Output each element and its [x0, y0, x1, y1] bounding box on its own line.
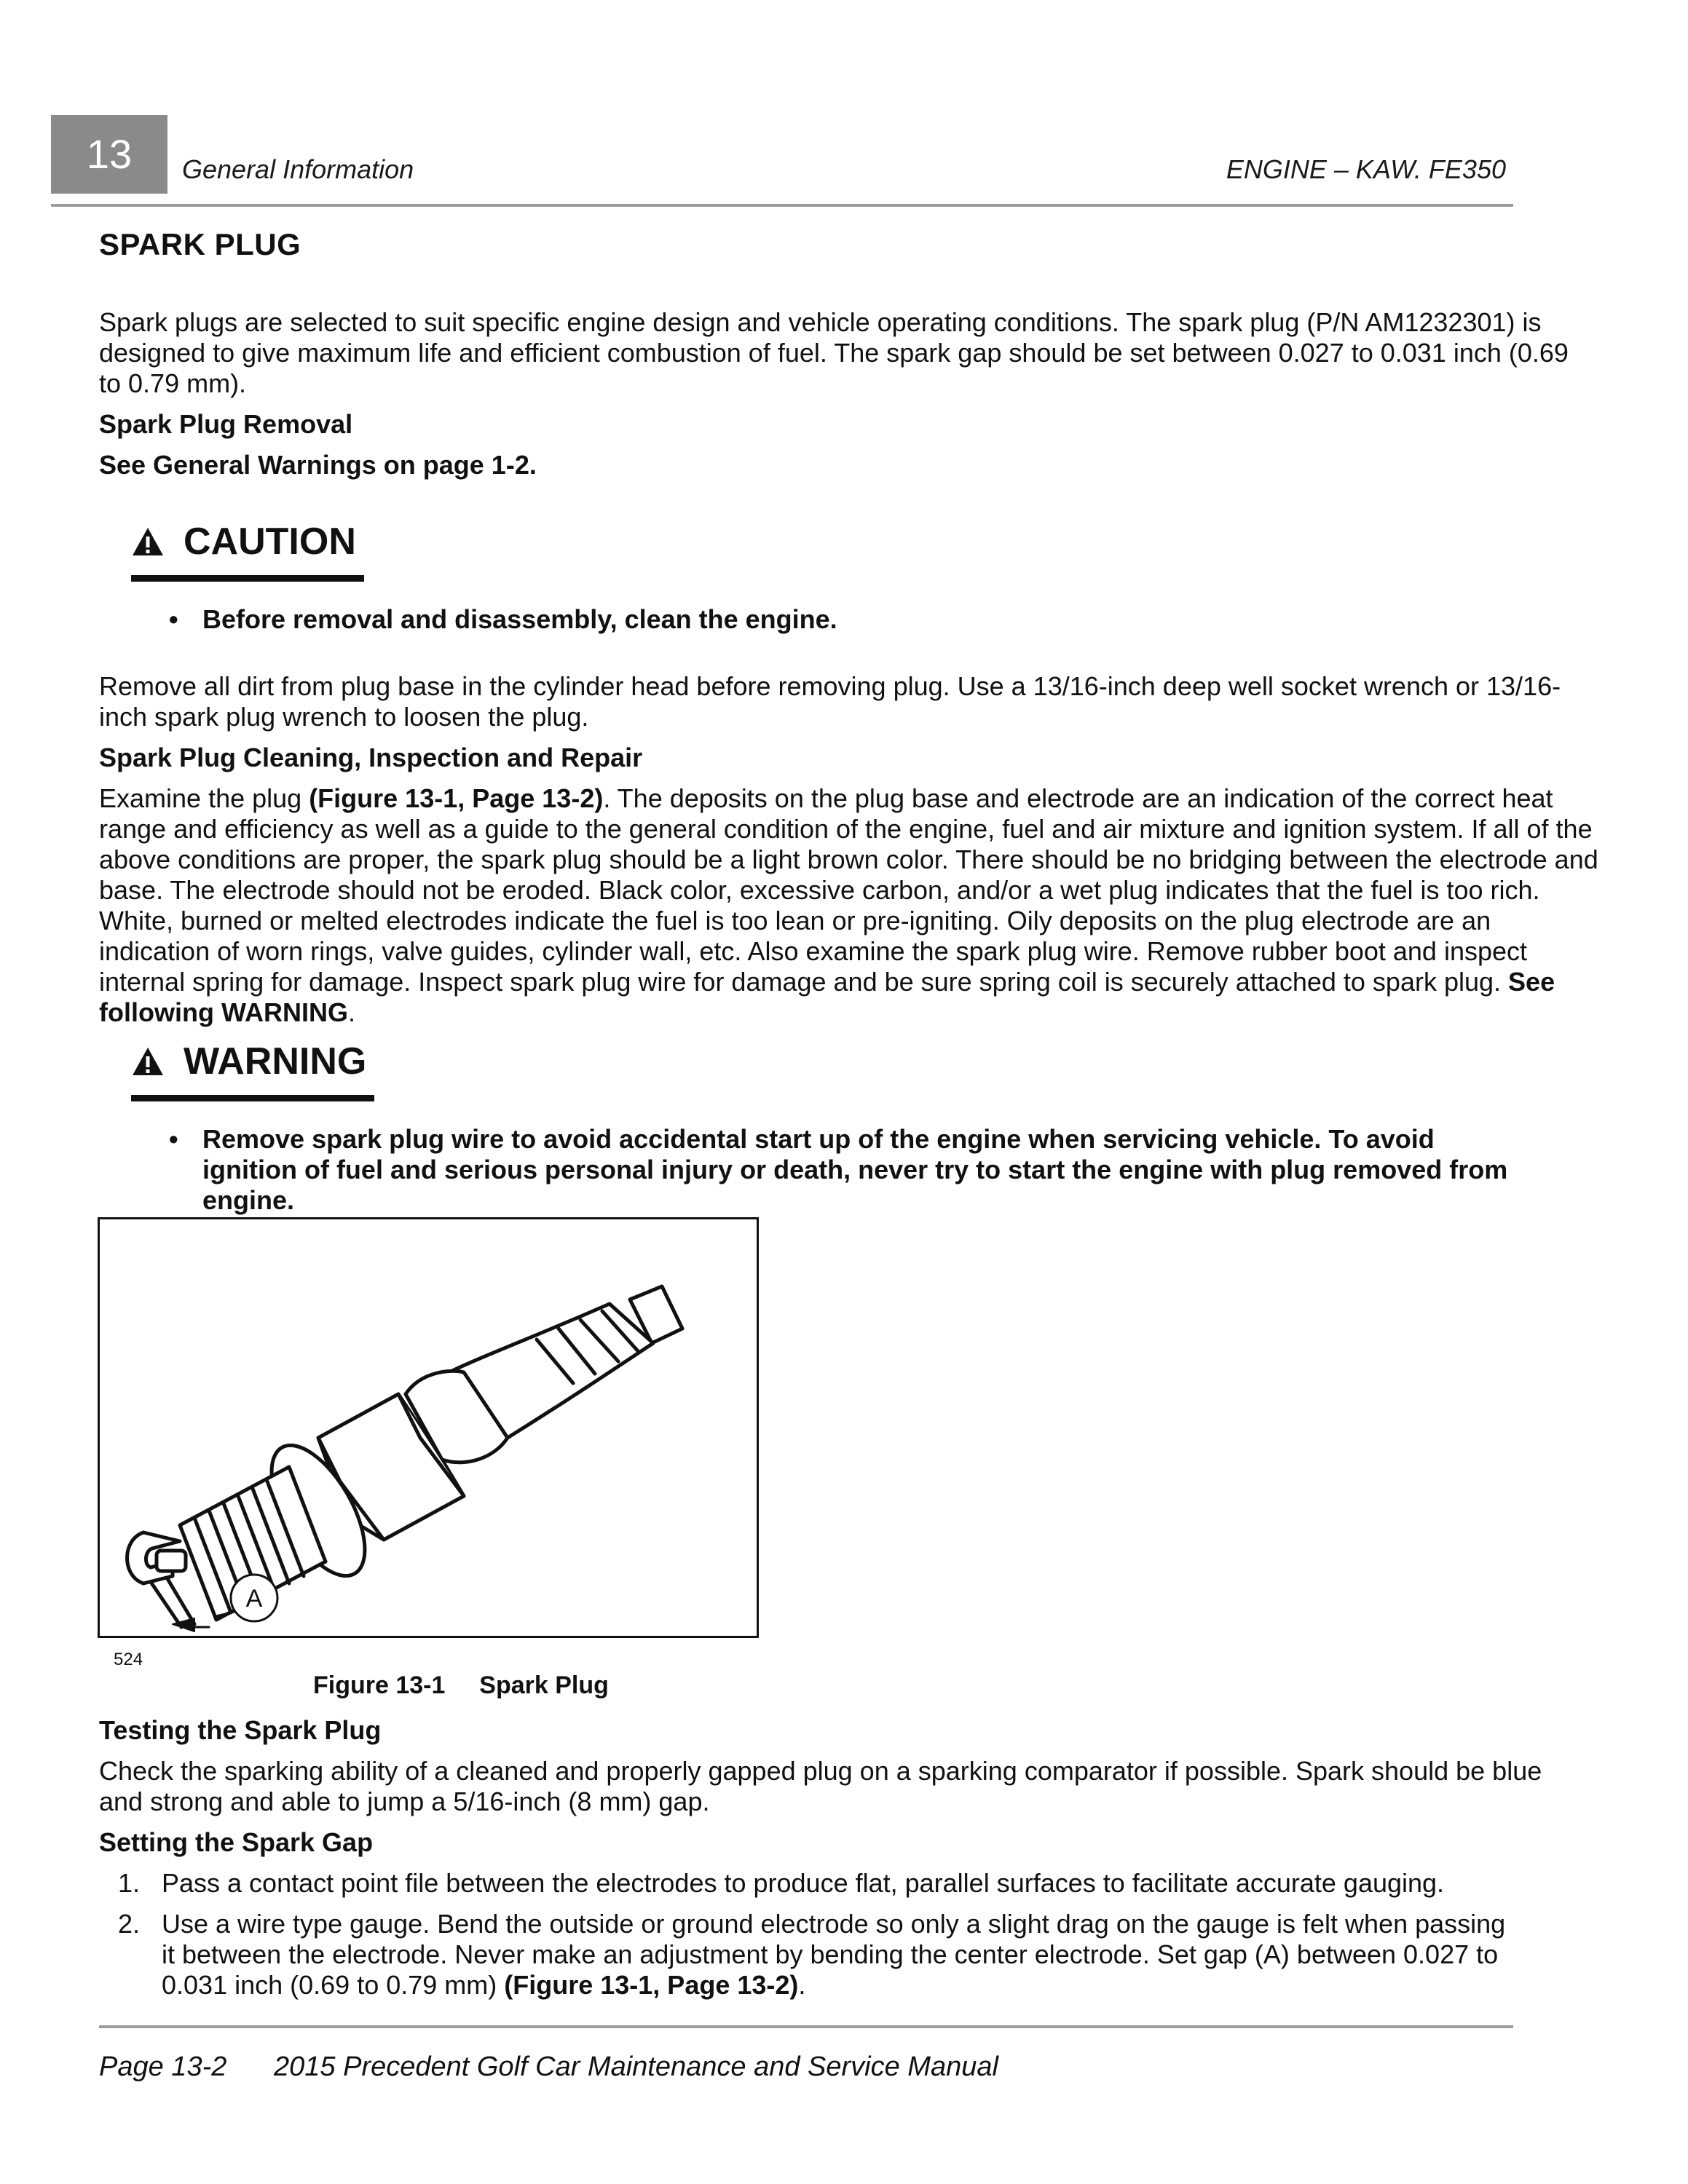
warning-bullet	[169, 1124, 1513, 1216]
step-figure-reference: (Figure 13-1, Page 13-2)	[504, 1970, 799, 2000]
header-rule	[51, 204, 1513, 207]
general-warnings-link: See General Warnings on page 1-2.	[99, 450, 537, 480]
testing-heading: Testing the Spark Plug	[99, 1715, 382, 1745]
cleaning-paragraph	[99, 783, 1599, 1028]
footer-manual-title: 2015 Precedent Golf Car Maintenance and Service Manual	[274, 2052, 998, 2082]
caution-label: CAUTION	[184, 521, 356, 563]
footer-page-number: Page 13-2	[99, 2052, 227, 2082]
spark-plug-figure	[98, 1217, 759, 1638]
cleaning-heading: Spark Plug Cleaning, Inspection and Repair	[99, 743, 643, 772]
step-number: 1.	[117, 1868, 140, 1898]
bullet-dot-icon: •	[169, 604, 178, 634]
figure-caption-number: Figure 13-1	[313, 1671, 446, 1699]
step-text: Pass a contact point file between the electrodes to produce flat, parallel surfaces to facilitate accurate gauging.	[162, 1868, 1445, 1898]
step-number: 2.	[117, 1909, 140, 1939]
step-text: Use a wire type gauge. Bend the outside or ground electrode so only a slight drag on the gauge is felt when passing it between the electrode. Never make an adjustment by bending the center electrode. Set gap (A) between 0.027 to 0.031 inch (0.69 to 0.79 mm)	[162, 1909, 1506, 2000]
caution-bullet	[169, 604, 1513, 635]
spark-plug-illustration	[100, 1219, 757, 1636]
warning-label: WARNING	[184, 1040, 367, 1083]
page-title: SPARK PLUG	[99, 227, 301, 261]
see-following-warning: See following WARNING	[99, 967, 1555, 1027]
gap-heading: Setting the Spark Gap	[99, 1827, 374, 1857]
cleaning-text-start: Examine the plug	[99, 783, 309, 813]
section-header: General Information	[182, 154, 414, 184]
engine-header: ENGINE – KAW. FE350	[1226, 154, 1506, 184]
cleaning-period: .	[347, 997, 355, 1027]
gap-step-1	[117, 1868, 1516, 1899]
figure-image-number: 524	[114, 1650, 143, 1669]
testing-paragraph: Check the sparking ability of a cleaned and properly gapped plug on a sparking comparator if possible. Spark should be blue and strong and able to jump a 5/16-inch (8 mm) gap.	[99, 1756, 1542, 1816]
intro-paragraph: Spark plugs are selected to suit specific engine design and vehicle operating conditions. The spark plug (P/N AM1232301) is designed to give maximum life and efficient combustion of fuel. The spark gap should be set between 0.027 to 0.031 inch (0.69 to 0.79 mm).	[99, 307, 1569, 398]
warning-title	[131, 1040, 366, 1083]
footer-rule	[99, 2025, 1513, 2028]
caution-title	[131, 520, 356, 563]
bullet-dot-icon: •	[169, 1124, 178, 1154]
cleaning-text-main: . The deposits on the plug base and electrode are an indication of the correct heat range and efficiency as well as a guide to the general condition of the engine, fuel and air mixture and ignition system. If all of the above conditions are proper, the spark plug should be a light brown color. There should be no bridging between the electrode and base. The electrode should not be eroded. Black color, excessive carbon, and/or a wet plug indicates that the fuel is too rich. White, burned or melted electrodes indicate the fuel is too lean or pre-igniting. Oily deposits on the plug electrode are an indication of worn rings, valve guides, cylinder wall, etc. Also examine the spark plug wire. Remove rubber boot and inspect internal spring for damage. Inspect spark plug wire for damage and be sure spring coil is securely attached to spark plug.	[99, 783, 1598, 997]
warning-triangle-icon	[131, 1046, 165, 1077]
caution-triangle-icon	[131, 526, 165, 557]
figure-reference: (Figure 13-1, Page 13-2)	[309, 783, 604, 813]
figure-caption-title: Spark Plug	[479, 1671, 609, 1699]
warning-bullet-text: Remove spark plug wire to avoid accidental start up of the engine when servicing vehicle. To avoid ignition of fuel and serious personal injury or death, never try to start the engine with plug removed from engine.	[202, 1124, 1508, 1215]
warning-underline	[131, 1095, 374, 1101]
step-end: .	[798, 1970, 806, 2000]
figure-caption	[313, 1671, 609, 1700]
caution-bullet-text: Before removal and disassembly, clean the engine.	[202, 604, 837, 634]
gap-callout-label: A	[245, 1585, 263, 1613]
removal-heading: Spark Plug Removal	[99, 409, 353, 439]
caution-underline	[131, 575, 364, 582]
removal-paragraph: Remove all dirt from plug base in the cylinder head before removing plug. Use a 13/16-inch deep well socket wrench or 13/16-inch spark plug wrench to loosen the plug.	[99, 671, 1561, 732]
gap-step-2	[117, 1909, 1516, 2001]
chapter-number-tab: 13	[51, 115, 167, 194]
